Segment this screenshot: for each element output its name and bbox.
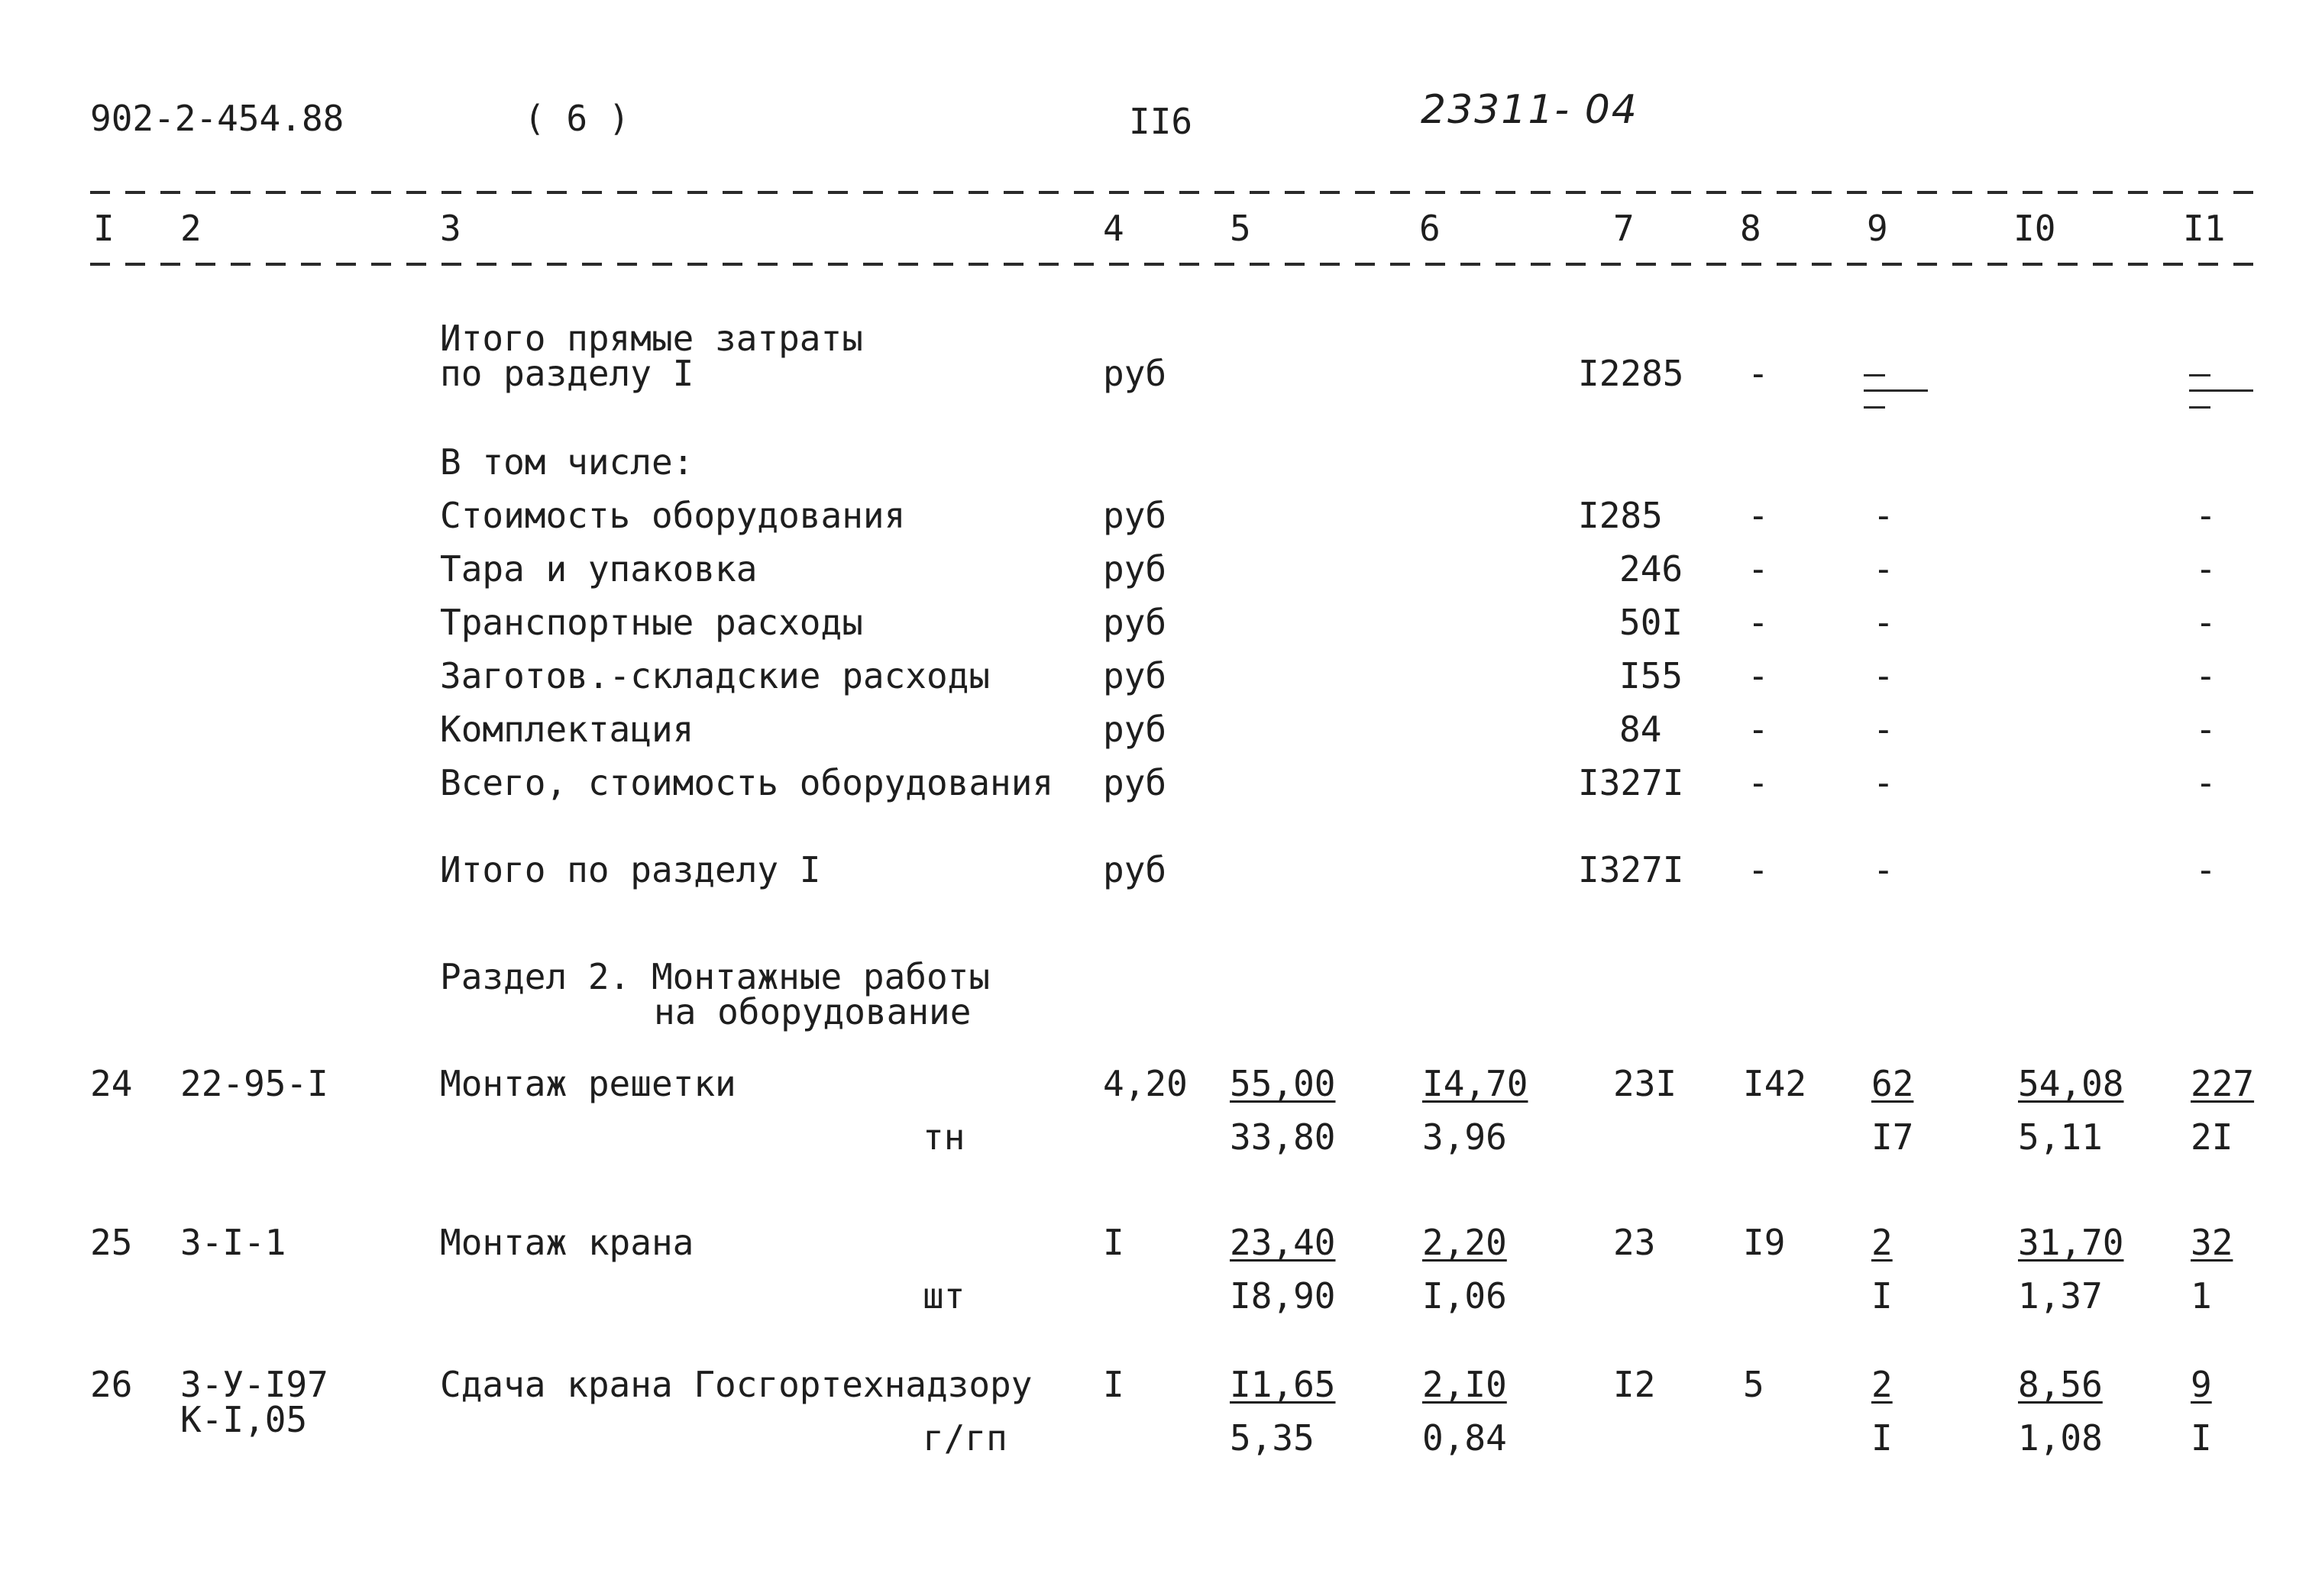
row-label: Комплектация (440, 709, 694, 750)
item-col11-top: 32 (2191, 1222, 2233, 1263)
row-col9: - (1873, 548, 1894, 590)
doc-code: 902-2-454.88 (90, 98, 344, 139)
item-qty: 4,20 (1103, 1063, 1188, 1104)
item-col6-top: 2,20 (1422, 1222, 1507, 1263)
row-col8: - (1748, 602, 1769, 643)
row-col11: - (2195, 655, 2217, 696)
col-header-9: 9 (1867, 208, 1888, 249)
row-col7: 246 (1619, 548, 1683, 590)
item-qty: I (1103, 1222, 1124, 1263)
item-col10-bottom: 1,37 (2018, 1275, 2103, 1317)
item-col6-top: 2,I0 (1422, 1364, 1507, 1405)
row-label: Заготов.-складские расходы (440, 655, 991, 696)
row-col8: - (1748, 548, 1769, 590)
section-total-col8: - (1748, 849, 1769, 890)
row-col9: - (1873, 602, 1894, 643)
row-unit: руб (1103, 602, 1167, 643)
row-unit: руб (1103, 762, 1167, 803)
item-col6-bottom: I,06 (1422, 1275, 1507, 1317)
item-number: 26 (90, 1364, 133, 1405)
item-col6-top: I4,70 (1422, 1063, 1528, 1104)
row-col11: - (2195, 709, 2217, 750)
row-col11: - (2195, 762, 2217, 803)
item-col9-top: 2 (1871, 1364, 1893, 1405)
row-col7: I327I (1578, 762, 1684, 803)
item-col11-bottom: I (2191, 1417, 2212, 1459)
item-col8: I9 (1743, 1222, 1786, 1263)
handwritten-note: 23311- 04 (1421, 87, 1638, 133)
sheet-number: ( 6 ) (524, 98, 630, 139)
row-label: Стоимость оборудования (440, 495, 906, 536)
item-col9-bottom: I (1871, 1417, 1893, 1459)
row-col8: - (1748, 655, 1769, 696)
col-header-4: 4 (1103, 208, 1124, 249)
row-col7: 50I (1619, 602, 1683, 643)
item-code-line2: К-I,05 (180, 1399, 308, 1440)
item-name: Сдача крана Госгортехнадзору (440, 1364, 1033, 1405)
item-number: 24 (90, 1063, 133, 1104)
row-col9: - (1873, 655, 1894, 696)
row-col11: - (2195, 548, 2217, 590)
item-unit: тн (923, 1116, 965, 1158)
section2-title-2: на оборудование (654, 991, 972, 1032)
row-label: Тара и упаковка (440, 548, 758, 590)
section-total-col11: - (2195, 849, 2217, 890)
item-col5-bottom: 5,35 (1230, 1417, 1315, 1459)
item-col6-bottom: 0,84 (1422, 1417, 1507, 1459)
row-unit: руб (1103, 709, 1167, 750)
row-col7: I55 (1619, 655, 1683, 696)
item-col9-bottom: I (1871, 1275, 1893, 1317)
row-col8: - (1748, 709, 1769, 750)
fraction-line (1864, 389, 1928, 392)
section2-title-1: Раздел 2. Монтажные работы (440, 956, 991, 997)
row-label: Транспортные расходы (440, 602, 863, 643)
row-col8: - (1748, 495, 1769, 536)
item-col8: I42 (1743, 1063, 1807, 1104)
divider-bottom (90, 263, 2259, 266)
row-col9: - (1873, 709, 1894, 750)
item-col7: I2 (1613, 1364, 1656, 1405)
item-name: Монтаж решетки (440, 1063, 736, 1104)
item-unit: г/гп (923, 1417, 1007, 1459)
item-col11-top: 227 (2191, 1063, 2255, 1104)
row-unit: руб (1103, 548, 1167, 590)
item-col8: 5 (1743, 1364, 1764, 1405)
fraction-mark (1864, 406, 1885, 409)
item-code: 22-95-I (180, 1063, 328, 1104)
including-label: В том числе: (440, 441, 694, 483)
item-col7: 23I (1613, 1063, 1677, 1104)
item-col11-bottom: 1 (2191, 1275, 2212, 1317)
col-header-7: 7 (1613, 208, 1635, 249)
row-col7: I285 (1578, 495, 1663, 536)
col-header-5: 5 (1230, 208, 1251, 249)
row-col9: - (1873, 495, 1894, 536)
direct-costs-unit: руб (1103, 353, 1167, 394)
item-col11-bottom: 2I (2191, 1116, 2233, 1158)
direct-costs-col8: - (1748, 353, 1769, 394)
col-header-8: 8 (1740, 208, 1761, 249)
col-header-2: 2 (180, 208, 202, 249)
fraction-line (2189, 389, 2253, 392)
item-col11-top: 9 (2191, 1364, 2212, 1405)
row-unit: руб (1103, 655, 1167, 696)
item-col10-top: 31,70 (2018, 1222, 2124, 1263)
item-col9-bottom: I7 (1871, 1116, 1914, 1158)
item-unit: шт (923, 1275, 965, 1317)
item-col5-top: 55,00 (1230, 1063, 1336, 1104)
item-col10-top: 8,56 (2018, 1364, 2103, 1405)
row-col11: - (2195, 602, 2217, 643)
item-col10-bottom: 5,11 (2018, 1116, 2103, 1158)
item-col9-top: 2 (1871, 1222, 1893, 1263)
row-col9: - (1873, 762, 1894, 803)
col-header-3: 3 (440, 208, 461, 249)
item-col5-top: I1,65 (1230, 1364, 1336, 1405)
fraction-mark (2189, 406, 2210, 409)
direct-costs-col7: I2285 (1578, 353, 1684, 394)
item-col5-bottom: I8,90 (1230, 1275, 1336, 1317)
item-col9-top: 62 (1871, 1063, 1914, 1104)
col-header-1: I (93, 208, 115, 249)
row-col11: - (2195, 495, 2217, 536)
col-header-10: I0 (2013, 208, 2056, 249)
item-col5-bottom: 33,80 (1230, 1116, 1336, 1158)
section-total-col9: - (1873, 849, 1894, 890)
item-col5-top: 23,40 (1230, 1222, 1336, 1263)
row-label: Всего, стоимость оборудования (440, 762, 1054, 803)
item-col7: 23 (1613, 1222, 1656, 1263)
item-col6-bottom: 3,96 (1422, 1116, 1507, 1158)
row-col8: - (1748, 762, 1769, 803)
item-name: Монтаж крана (440, 1222, 694, 1263)
item-code: 3-I-1 (180, 1222, 286, 1263)
direct-costs-label-1: Итого прямые затраты (440, 318, 863, 359)
fraction-mark (1864, 374, 1885, 376)
section-total-col7: I327I (1578, 849, 1684, 890)
col-header-11: I1 (2183, 208, 2226, 249)
section-total-unit: руб (1103, 849, 1167, 890)
item-code: 3-У-I97 (180, 1364, 328, 1405)
row-col7: 84 (1619, 709, 1662, 750)
direct-costs-label-2: по разделу I (440, 353, 694, 394)
section-total-label: Итого по разделу I (440, 849, 821, 890)
divider-top (90, 191, 2259, 194)
page-number: II6 (1129, 101, 1193, 142)
item-col10-bottom: 1,08 (2018, 1417, 2103, 1459)
item-number: 25 (90, 1222, 133, 1263)
row-unit: руб (1103, 495, 1167, 536)
fraction-mark (2189, 374, 2210, 376)
item-col10-top: 54,08 (2018, 1063, 2124, 1104)
item-qty: I (1103, 1364, 1124, 1405)
col-header-6: 6 (1419, 208, 1441, 249)
